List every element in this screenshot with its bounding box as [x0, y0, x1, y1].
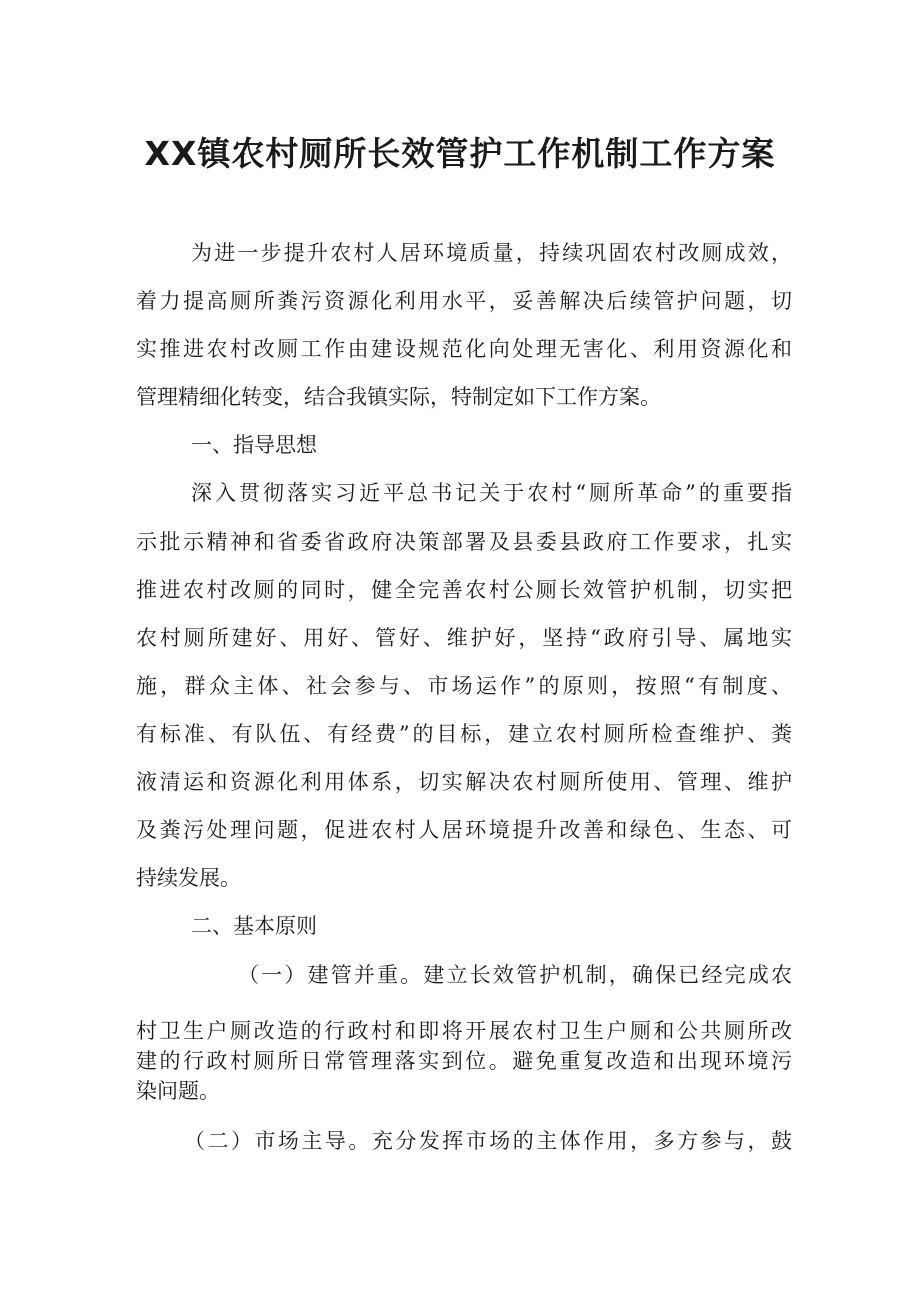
paragraph-line: 为进一步提升农村人居环境质量，持续巩固农村改厕成效， [191, 241, 792, 265]
paragraph-line: 推进农村改厕的同时，健全完善农村公厕长效管护机制，切实把 [136, 578, 792, 602]
section-heading: 二、基本原则 [191, 914, 317, 938]
paragraph-line: （二）市场主导。充分发挥市场的主体作用，多方参与，鼓 [184, 1129, 792, 1153]
section-heading: 一、指导思想 [191, 433, 317, 457]
paragraph-line: 染问题。 [136, 1079, 220, 1103]
paragraph-line: 着力提高厕所粪污资源化利用水平，妥善解决后续管护问题，切 [136, 289, 792, 313]
paragraph-line: 有标准、有队伍、有经费”的目标，建立农村厕所检查维护、粪 [136, 722, 792, 746]
paragraph-line: 示批示精神和省委省政府决策部署及县委县政府工作要求，扎实 [136, 530, 792, 554]
paragraph-line: 及粪污处理问题，促进农村人居环境提升改善和绿色、生态、可 [136, 818, 792, 842]
paragraph-line: 持续发展。 [136, 866, 241, 890]
document-title: XX镇农村厕所长效管护工作机制工作方案 [144, 134, 776, 173]
paragraph-line: 施，群众主体、社会参与、市场运作”的原则，按照“有制度、 [136, 674, 792, 698]
paragraph-line: 村卫生户厕改造的行政村和即将开展农村卫生户厕和公共厕所改 [136, 1019, 792, 1043]
paragraph-line: （一）建管并重。建立长效管护机制，确保已经完成农 [238, 963, 792, 987]
paragraph-line: 深入贯彻落实习近平总书记关于农村“厕所革命”的重要指 [191, 481, 792, 505]
paragraph-line: 建的行政村厕所日常管理落实到位。避免重复改造和出现环境污 [136, 1049, 792, 1073]
paragraph-line: 液清运和资源化利用体系，切实解决农村厕所使用、管理、维护 [136, 770, 792, 794]
paragraph-line: 管理精细化转变，结合我镇实际，特制定如下工作方案。 [136, 385, 661, 409]
paragraph-line: 农村厕所建好、用好、管好、维护好，坚持“政府引导、属地实 [136, 626, 792, 650]
paragraph-line: 实推进农村改厕工作由建设规范化向处理无害化、利用资源化和 [136, 337, 792, 361]
